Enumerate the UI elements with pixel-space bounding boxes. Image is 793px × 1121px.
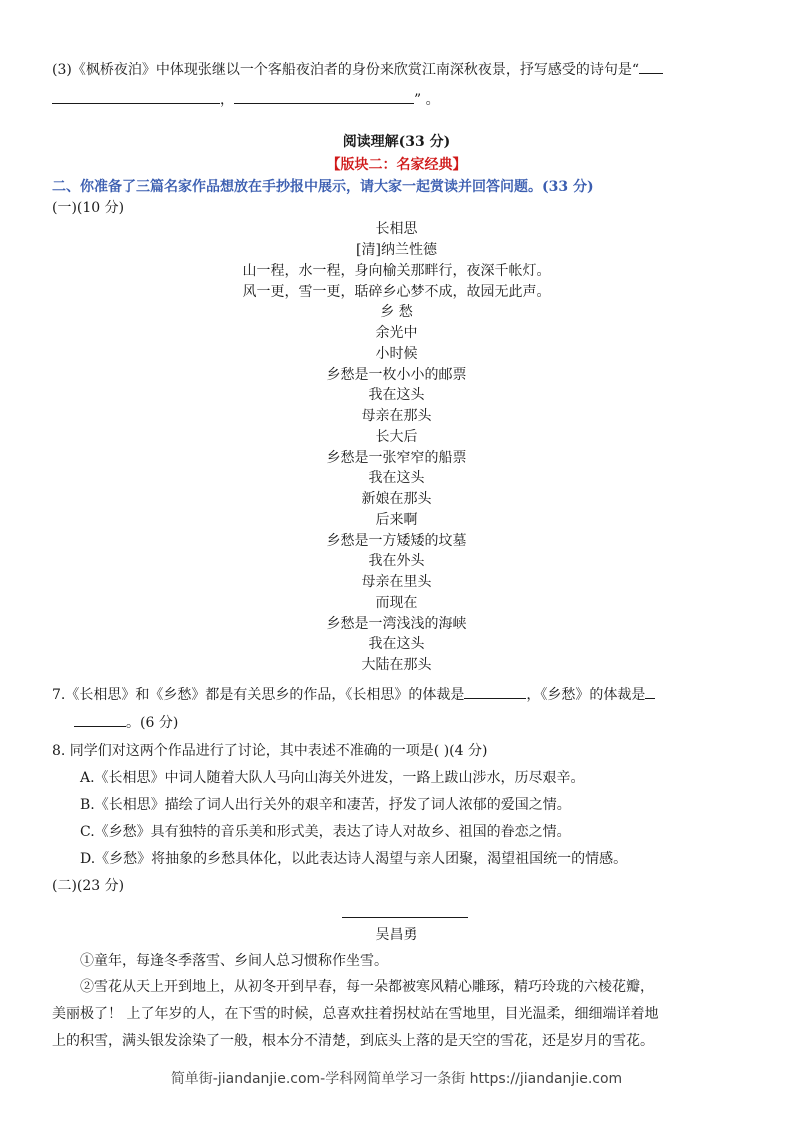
q8-option-d[interactable]: D.《乡愁》将抽象的乡愁具体化，以此表达诗人渴望与亲人团聚，渴望祖国统一的情感。: [80, 851, 628, 867]
q8-option-b[interactable]: B.《长相思》描绘了词人出行关外的艰辛和凄苦，抒发了词人浓郁的爱国之情。: [80, 797, 571, 813]
section-instruction: 二、你准备了三篇名家作品想放在手抄报中展示，请大家一起赏读并回答问题。(33 分): [52, 179, 594, 195]
q3-blank-1[interactable]: [52, 89, 220, 104]
q7-line2: [74, 712, 178, 733]
q7-blank-2a[interactable]: [645, 684, 655, 699]
poem2-line: 新娘在那头: [361, 491, 432, 507]
poem2-line: 母亲在那头: [361, 408, 432, 424]
part2-paragraph-2-line: 上的积雪，满头银发涂染了一般，根本分不清楚，到底头上落的是天空的雪花，还是岁月的雪花。: [52, 1033, 654, 1049]
page-footer[interactable]: 简单街-jiandanjie.com-学科网简单学习一条街 https://jiandanjie.com: [170, 1071, 623, 1087]
q7-blank-1[interactable]: [464, 684, 526, 699]
part2-paragraph-2-line: ②雪花从天上开到地上，从初冬开到早春，每一朵都被寒风精心雕琢，精巧玲珑的六棱花瓣，: [80, 979, 654, 995]
poem2-line: 后来啊: [375, 512, 418, 528]
q8-stem: 8. 同学们对这两个作品进行了讨论，其中表述不准确的一项是( )(4 分): [52, 743, 488, 759]
poem1-author: [清]纳兰性德: [356, 242, 437, 258]
poem1-line: 风一更，雪一更，聒碎乡心梦不成，故园无此声。: [242, 284, 551, 300]
poem2-line: 我在这头: [368, 387, 425, 403]
part2-paragraph-1: ①童年，每逢冬季落雪、乡间人总习惯称作坐雪。: [80, 953, 388, 969]
q3-text: (3)《枫桥夜泊》中体现张继以一个客船夜泊者的身份来欣赏江南深秋夜景，抒写感受的诗句是“: [52, 62, 639, 78]
poem2-line: 长大后: [375, 429, 418, 445]
poem2-author: 余光中: [375, 325, 418, 341]
poem2-line: 乡愁是一湾浅浅的海峡: [326, 616, 467, 632]
q8-option-c[interactable]: C.《乡愁》具有独特的音乐美和形式美，表达了诗人对故乡、祖国的眷恋之情。: [80, 824, 571, 840]
section-title: 阅读理解(33 分): [342, 134, 451, 150]
q7-line1: [52, 684, 655, 705]
q3-line1: [52, 59, 663, 80]
q7-text3: 。(6 分): [126, 715, 179, 731]
poem2-line: 而现在: [375, 595, 418, 611]
poem2-line: 小时候: [375, 346, 418, 362]
q3-blank-1a[interactable]: [639, 59, 663, 74]
part2-label: (二)(23 分): [52, 878, 125, 894]
part2-author: 吴昌勇: [375, 927, 418, 943]
poem1-line: 山一程，水一程，身向榆关那畔行，夜深千帐灯。: [242, 263, 551, 279]
part2-paragraph-2-line: 美丽极了！ 上了年岁的人，在下雪的时候，总喜欢拄着拐杖站在雪地里，目光温柔，细细端详着地: [52, 1006, 659, 1022]
poem2-line: 我在这头: [368, 470, 425, 486]
poem2-line: 乡愁是一张窄窄的船票: [326, 450, 467, 466]
poem2-line: 乡愁是一枚小小的邮票: [326, 367, 467, 383]
q3-blank-2[interactable]: [234, 89, 414, 104]
poem2-line: 我在这头: [368, 636, 425, 652]
module-title: 【版块二：名家经典】: [326, 157, 467, 173]
q3-line2: [52, 89, 440, 110]
q7-blank-2[interactable]: [74, 712, 126, 727]
poem1-title: 长相思: [375, 221, 418, 237]
q3-end: ” 。: [414, 92, 440, 108]
q7-text1: 7.《长相思》和《乡愁》都是有关思乡的作品，《长相思》的体裁是: [52, 687, 465, 703]
poem2-title: 乡 愁: [380, 304, 413, 320]
poem2-line: 乡愁是一方矮矮的坟墓: [326, 533, 467, 549]
poem2-line: 大陆在那头: [361, 657, 432, 673]
q8-option-a[interactable]: A.《长相思》中词人随着大队人马向山海关外进发，一路上跋山涉水，历尽艰辛。: [80, 770, 585, 786]
poem2-line: 我在外头: [368, 553, 425, 569]
part1-label: (一)(10 分): [52, 200, 125, 216]
q7-text2: ，《乡愁》的体裁是: [526, 687, 646, 703]
poem2-line: 母亲在里头: [361, 574, 432, 590]
title-blank-line[interactable]: [342, 917, 468, 918]
q3-comma: ，: [220, 92, 234, 108]
